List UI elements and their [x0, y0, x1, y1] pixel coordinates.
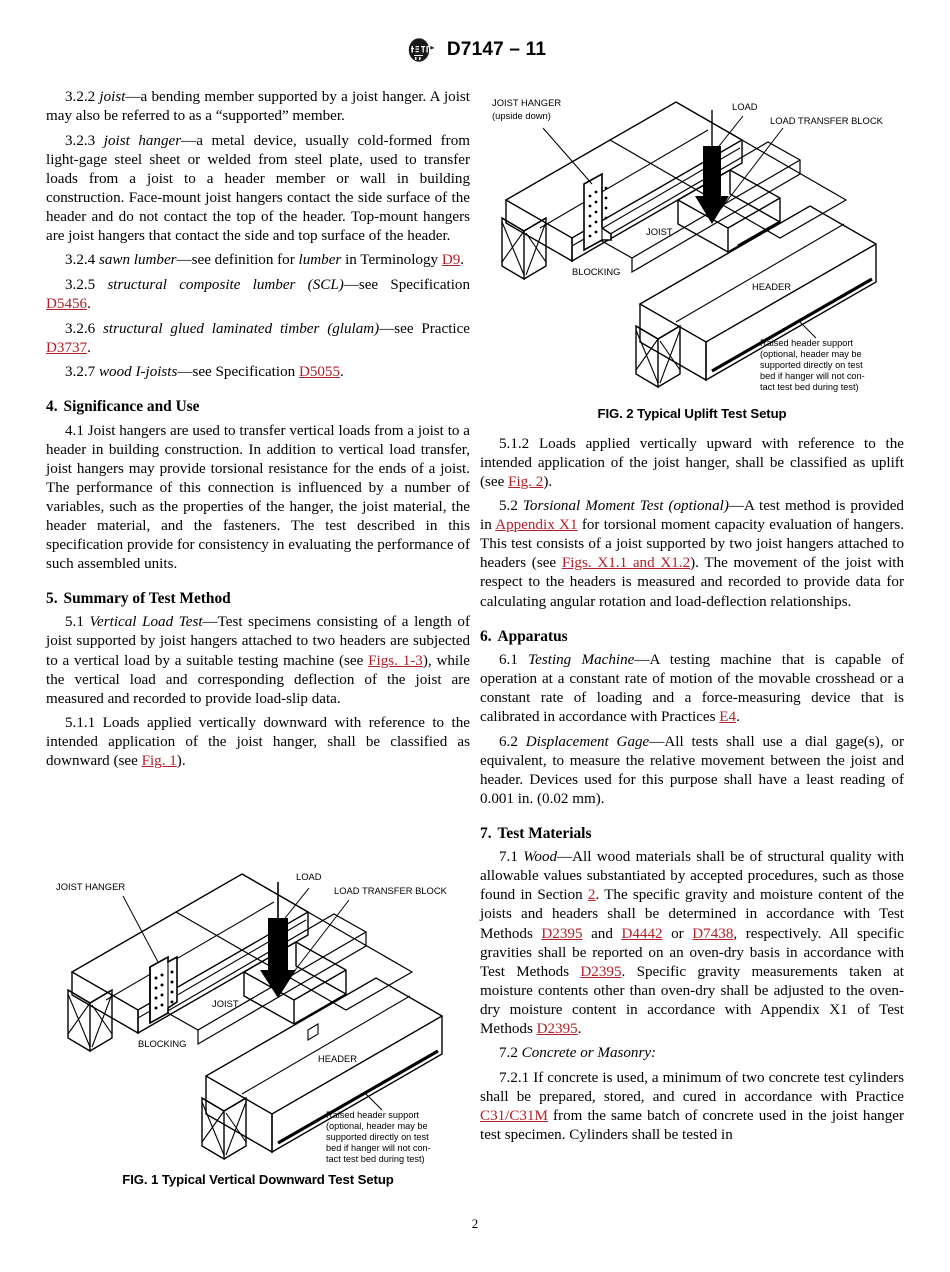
figure-1-note-line-1: Raised header support	[326, 1110, 419, 1120]
paragraph-3-2-5	[46, 276, 470, 314]
figure-1-note-line-2: (optional, header may be	[326, 1121, 428, 1131]
load-arrow-icon	[695, 110, 729, 224]
standard-reference-e4[interactable]: E4	[719, 709, 737, 726]
para-body-pre: —see Specification	[177, 364, 299, 381]
para-body-pre: —A testing machine that is capable of operation at a constant rate of motion of the movable crosshead or a constant rate of loading and a force-measuring device that is calibrated in accordance with Practices	[480, 652, 904, 726]
para-number: 7.2.1	[499, 1069, 530, 1086]
para-body: —a metal device, usually cold-formed from light-gage steel sheet or welded from steel plate, used to transfer loads from a joist to a header member or wall in building construction. Face-mount joist hangers contact the side surface of the header and do not contact the top of the header. Top-mount hangers are joist hangers that contact the side and top surface of the header.	[46, 132, 470, 244]
para-seg-6: . Specific gravity measurements taken at moisture contents other than oven-dry shall be adjusted to the oven-dry moisture content in accordance with Appendix X1 of Test Methods	[480, 963, 904, 1037]
para-body-post: from the same batch of concrete used in the joist hanger test specimen. Cylinders shall be tested in	[480, 1107, 904, 1143]
standard-reference-c31-c31m[interactable]: C31/C31M	[480, 1107, 548, 1124]
figure-1-label-load: LOAD	[296, 871, 322, 882]
paragraph-3-2-6	[46, 320, 470, 358]
para-body-post: .	[460, 252, 465, 269]
figure-2-label-load: LOAD	[732, 101, 758, 112]
paragraph-7-1	[480, 848, 904, 1038]
figure-1-drawing	[46, 862, 470, 1172]
para-body-pre: Loads applied vertically downward with reference to the intended application of the joist hanger, shall be classified as downward (see	[46, 715, 470, 770]
figure-1-label-blocking: BLOCKING	[138, 1038, 187, 1049]
page-header	[0, 36, 950, 64]
paragraph-5-1-2	[480, 435, 904, 492]
figure-2-note-line-1: Raised header support	[760, 338, 853, 348]
defined-term: sawn lumber	[98, 252, 177, 269]
figure-1-note-line-3: supported directly on test	[326, 1132, 429, 1142]
figure-1-note-line-4: bed if hanger will not con-	[326, 1143, 431, 1153]
defined-term-2: lumber	[298, 252, 342, 269]
page-number: 2	[471, 1216, 479, 1231]
appendix-reference-x1[interactable]: Appendix X1	[495, 517, 578, 534]
section-number: 6.	[480, 627, 492, 645]
figure-2-label-joist-hanger-sub: (upside down)	[492, 110, 551, 121]
defined-term: Testing Machine	[528, 652, 635, 669]
figure-2-note-line-3: supported directly on test	[760, 360, 863, 370]
section-title: Apparatus	[497, 627, 568, 645]
para-body: —All tests shall use a dial gage(s), or equivalent, to measure the relative movement between the joist and header. Devices used for this purpose shall have a least reading of 0.001 in. (0.02 mm).	[480, 733, 905, 807]
section-heading-5	[46, 589, 470, 608]
para-number: 3.2.5	[65, 276, 96, 293]
paragraph-6-1	[480, 651, 904, 727]
para-number: 5.2	[499, 498, 518, 515]
para-number: 7.2	[499, 1045, 518, 1062]
defined-term: joist	[99, 89, 126, 105]
standard-reference-d3737[interactable]: D3737	[46, 339, 88, 356]
para-number: 3.2.2	[65, 89, 96, 105]
figure-reference-figs-1-3[interactable]: Figs. 1-3	[368, 652, 423, 669]
left-column	[46, 88, 470, 771]
paragraph-6-2	[480, 733, 904, 809]
figure-reference-fig-1[interactable]: Fig. 1	[141, 753, 177, 770]
figure-2-caption: FIG. 2 Typical Uplift Test Setup	[597, 406, 787, 421]
para-body-post: .	[340, 364, 344, 381]
para-body-post: ), while the vertical load and corresponding deflection of the joist are measured and recorded to provide load-slip data.	[46, 652, 470, 707]
defined-term: Wood	[523, 849, 558, 866]
standard-reference-d9[interactable]: D9	[441, 252, 461, 269]
figure-2-note	[760, 338, 865, 392]
paragraph-5-1	[46, 613, 470, 708]
para-number: 7.1	[499, 849, 518, 866]
para-number: 3.2.6	[65, 320, 96, 337]
paragraph-5-2	[480, 497, 904, 611]
defined-term: Vertical Load Test	[89, 614, 203, 631]
para-seg-5: , respectively. All specific gravities shall be reported on an oven-dry basis in accordance with Test Methods	[480, 925, 904, 980]
figure-1-label-load-transfer-block: LOAD TRANSFER BLOCK	[334, 885, 447, 896]
figure-1-note-line-5: tact test bed during test)	[326, 1154, 425, 1164]
document-designation: D7147 – 11	[446, 39, 547, 60]
para-seg-7: .	[577, 1020, 582, 1037]
paragraph-5-1-1	[46, 714, 470, 771]
section-reference-2[interactable]: 2	[587, 887, 596, 904]
para-body: —a bending member supported by a joist hanger. A joist may also be referred to as a “supported” member.	[46, 89, 470, 125]
section-title: Summary of Test Method	[63, 589, 231, 607]
para-body-post: ).	[543, 473, 553, 490]
para-body-pre: —see definition for	[176, 252, 299, 269]
defined-term: structural glued laminated timber (glulam)	[103, 320, 380, 337]
figure-2-label-load-transfer-block: LOAD TRANSFER BLOCK	[770, 115, 883, 126]
para-seg-1: —All wood materials shall be of structural quality with allowable values substantiated by accepted procedures, such as those found in Section	[480, 849, 905, 904]
paragraph-3-2-7	[46, 363, 470, 382]
section-number: 5.	[46, 589, 58, 607]
standard-reference-d2395-b[interactable]: D2395	[580, 963, 622, 980]
figure-1-caption: FIG. 1 Typical Vertical Downward Test Setup	[122, 1172, 394, 1187]
section-number: 7.	[480, 824, 492, 842]
para-number: 3.2.4	[65, 252, 96, 269]
figure-2-drawing	[480, 88, 904, 406]
para-body-post: .	[87, 339, 91, 356]
para-body-post: .	[87, 295, 91, 312]
standard-reference-d5055[interactable]: D5055	[298, 364, 341, 381]
standard-reference-d2395-a[interactable]: D2395	[541, 925, 583, 942]
para-number: 4.1	[65, 422, 84, 439]
section-title: Test Materials	[497, 824, 592, 842]
para-body-pre: Loads applied vertically upward with reference to the intended application of the joist hanger, shall be classified as uplift (see	[480, 435, 904, 490]
defined-term: joist hanger	[103, 132, 182, 149]
section-heading-7	[480, 824, 904, 843]
figure-2-note-line-5: tact test bed during test)	[760, 382, 859, 392]
defined-term: structural composite lumber (SCL)	[107, 276, 344, 293]
paragraph-3-2-2	[46, 88, 470, 126]
figure-2-svg	[480, 88, 904, 406]
defined-term: wood I-joists	[98, 364, 178, 381]
para-number: 3.2.3	[65, 132, 96, 149]
figure-1-label-joist-hanger: JOIST HANGER	[56, 881, 126, 892]
figure-reference-fig-2[interactable]: Fig. 2	[508, 473, 544, 490]
standard-reference-d4442[interactable]: D4442	[621, 925, 663, 942]
section-heading-4	[46, 397, 470, 416]
para-body-mid: in Terminology	[341, 252, 442, 269]
para-seg-2: . The specific gravity and moisture content of the joists and headers shall be determined in accordance with Test Methods	[480, 887, 904, 942]
defined-term: Torsional Moment Test (optional)	[522, 498, 729, 515]
para-seg-3: and	[582, 925, 622, 942]
para-seg-4: or	[662, 925, 693, 942]
para-number: 6.2	[499, 733, 518, 750]
figure-1-note	[326, 1110, 431, 1164]
figure-2-note-line-2: (optional, header may be	[760, 349, 862, 359]
figure-1-svg	[46, 862, 470, 1172]
section-title: Significance and Use	[63, 398, 200, 416]
paragraph-7-2	[480, 1044, 904, 1063]
figure-2-label-joist: JOIST	[646, 226, 673, 237]
para-number: 5.1	[65, 614, 84, 631]
figure-2-label-header: HEADER	[752, 281, 792, 292]
figure-2-label-blocking: BLOCKING	[572, 266, 621, 277]
para-body-pre: If concrete is used, a minimum of two concrete test cylinders shall be prepared, stored, and cured in accordance with Practice	[480, 1069, 904, 1105]
figure-2	[480, 88, 904, 423]
figure-2-note-line-4: bed if hanger will not con-	[760, 371, 865, 381]
defined-term: Concrete or Masonry:	[521, 1045, 657, 1062]
para-number: 5.1.1	[65, 715, 96, 732]
para-body-pre: —see Practice	[379, 320, 470, 337]
standard-reference-d2395-c[interactable]: D2395	[536, 1020, 578, 1037]
para-body-mid: for torsional moment capacity evaluation of hangers. This test consists of a joist supported by two joist hangers attached to headers (see	[480, 517, 905, 572]
para-body-post: .	[736, 709, 740, 726]
astm-logo-icon	[404, 36, 438, 64]
figure-reference-figs-x1-1-x1-2[interactable]: Figs. X1.1 and X1.2	[561, 555, 691, 572]
para-body-pre: —A test method is provided in	[480, 498, 904, 534]
paragraph-3-2-3	[46, 132, 470, 246]
figure-1-label-joist: JOIST	[212, 998, 239, 1009]
para-number: 3.2.7	[65, 364, 96, 381]
para-number: 5.1.2	[499, 435, 530, 452]
paragraph-3-2-4	[46, 251, 470, 270]
paragraph-4-1	[46, 422, 470, 574]
standard-reference-d5456[interactable]: D5456	[46, 295, 88, 312]
para-number: 6.1	[499, 652, 518, 669]
para-body-pre: —Test specimens consisting of a length of joist supported by joist hangers attached to two headers are subjected to a vertical load by a suitable testing machine (see	[46, 614, 470, 669]
para-body-pre: —see Specification	[343, 276, 470, 293]
para-body: Joist hangers are used to transfer vertical loads from a joist to a header in building construction. In addition to vertical load transfer, joist hangers may provide torsional resistance for the ends of a joist. The performance of this connection is influenced by a number of variables, such as the properties of the hanger, the joist material, the header material, and the fasteners. The test described in this specification provide for consistency in evaluating the performance of such assembled units.	[46, 422, 471, 572]
section-number: 4.	[46, 398, 58, 416]
defined-term: Displacement Gage	[525, 733, 650, 750]
section-heading-6	[480, 627, 904, 646]
figure-2-label-joist-hanger: JOIST HANGER	[492, 97, 562, 108]
para-body-post: ).	[176, 753, 186, 770]
standard-reference-d7438[interactable]: D7438	[692, 925, 734, 942]
figure-1-label-header: HEADER	[318, 1053, 358, 1064]
para-body-post: ). The movement of the joist with respect to the headers is measured and recorded to provide data for calculating angular rotation and load-deflection relationships.	[480, 555, 904, 610]
right-column	[480, 88, 904, 1145]
paragraph-7-2-1	[480, 1069, 904, 1145]
figure-1	[46, 862, 470, 1187]
